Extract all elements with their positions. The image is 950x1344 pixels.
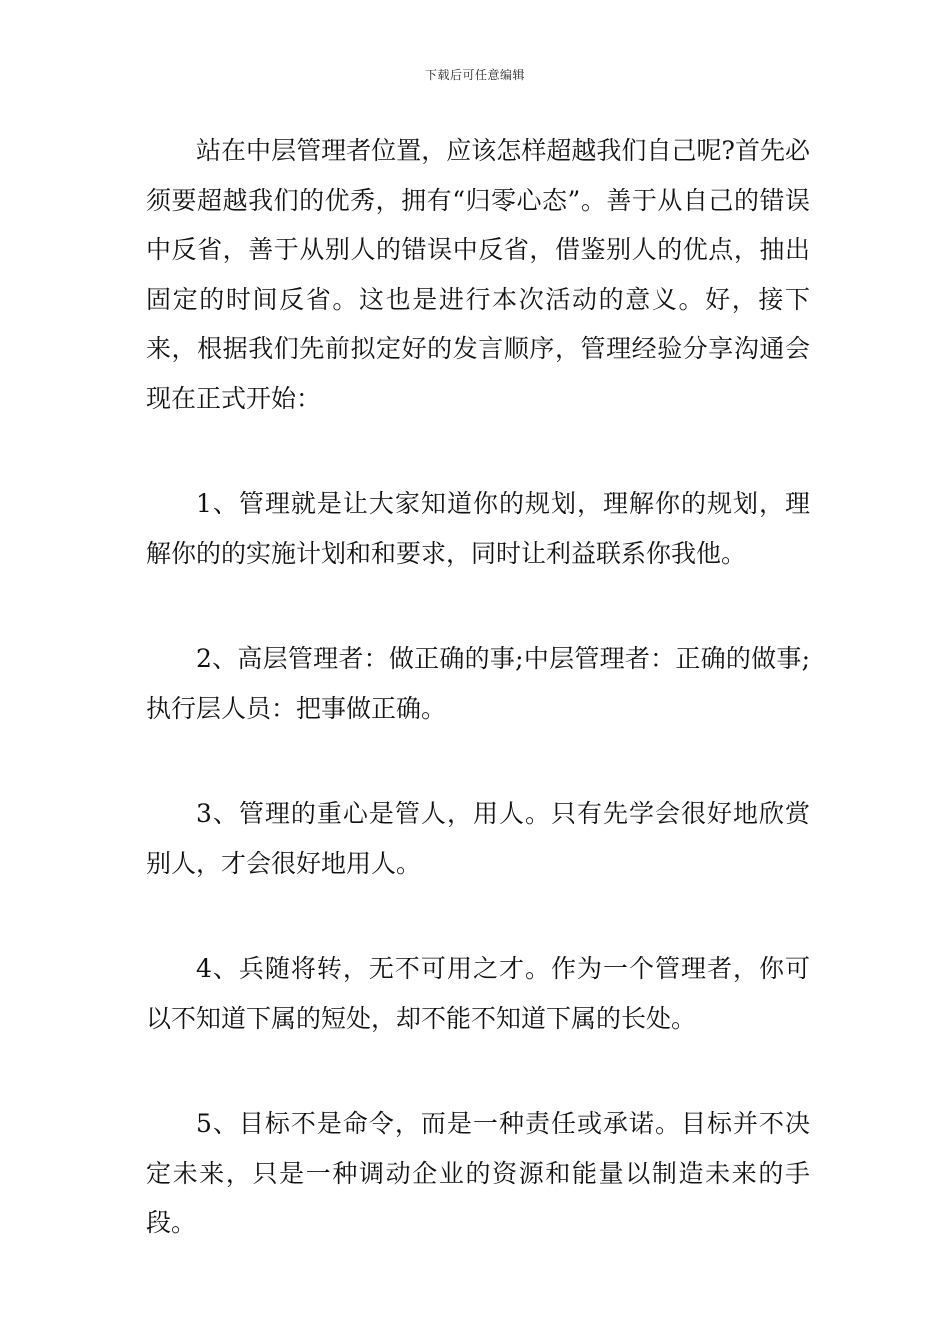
list-item-2: 2、高层管理者：做正确的事;中层管理者：正确的做事;执行层人员：把事做正确。 (146, 644, 810, 723)
paragraph-gap (146, 1043, 810, 1099)
paragraph-gap (146, 888, 810, 944)
list-item-3: 3、管理的重心是管人，用人。只有先学会很好地欣赏别人，才会很好地用人。 (146, 799, 810, 878)
intro-paragraph: 站在中层管理者位置，应该怎样超越我们自己呢?首先必须要超越我们的优秀，拥有“归零心态”。善于从自己的错误中反省，善于从别人的错误中反省，借鉴别人的优点，抽出固定的时间反省。这也是进行本次活动的意义。好，接下来，根据我们先前拟定好的发言顺序，管理经验分享沟通会现在正式开始： (146, 136, 810, 413)
document-body (146, 126, 810, 1248)
paragraph-gap (146, 423, 810, 479)
list-item-4: 4、兵随将转，无不可用之才。作为一个管理者，你可以不知道下属的短处，却不能不知道下属的长处。 (146, 954, 810, 1033)
paragraph-gap (146, 578, 810, 634)
paragraph-gap (146, 733, 810, 789)
list-item-1: 1、管理就是让大家知道你的规划，理解你的规划，理解你的的实施计划和和要求，同时让利益联系你我他。 (146, 489, 810, 568)
header-note: 下载后可任意编辑 (424, 68, 525, 82)
list-item-5: 5、目标不是命令，而是一种责任或承诺。目标并不决定未来，只是一种调动企业的资源和能量以制造未来的手段。 (146, 1109, 810, 1237)
